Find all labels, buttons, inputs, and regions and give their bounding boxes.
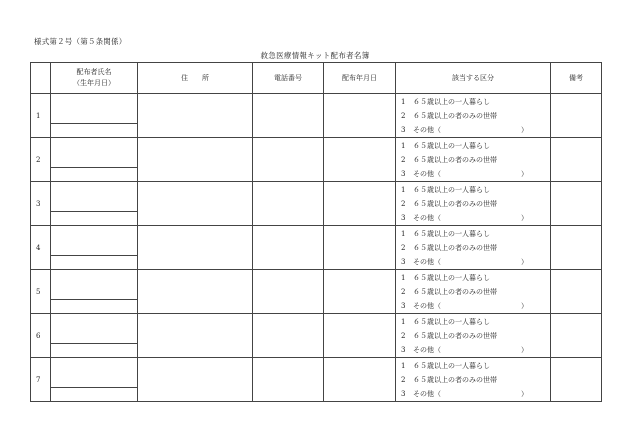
remarks-field[interactable]	[551, 358, 602, 402]
header-name-label: 配布者氏名	[76, 68, 112, 76]
remarks-field[interactable]	[551, 138, 602, 182]
category-option-number: 2	[401, 199, 406, 208]
category-option-text: ６５歳以上の者のみの世帯	[413, 111, 497, 120]
category-option-number: 3	[401, 301, 406, 310]
category-option-number: 1	[401, 229, 406, 238]
category-option-text: その他（	[413, 169, 441, 178]
phone-field[interactable]	[253, 358, 324, 402]
category-option-2[interactable]	[401, 197, 550, 211]
category-option-text: ６５歳以上の一人暮らし	[413, 185, 490, 194]
address-field[interactable]	[138, 138, 253, 182]
remarks-field[interactable]	[551, 226, 602, 270]
category-option-1[interactable]	[401, 183, 550, 197]
birthdate-field[interactable]	[51, 387, 137, 401]
birthdate-field[interactable]	[51, 343, 137, 357]
category-option-number: 3	[401, 169, 406, 178]
name-field[interactable]	[51, 182, 137, 211]
category-option-number: 2	[401, 331, 406, 340]
table-row	[31, 270, 602, 314]
category-option-number: 2	[401, 287, 406, 296]
category-option-close: ）	[521, 345, 528, 354]
category-option-1[interactable]	[401, 359, 550, 373]
address-field[interactable]	[138, 270, 253, 314]
table-row	[31, 94, 602, 138]
category-option-close: ）	[521, 257, 528, 266]
table-row	[31, 314, 602, 358]
header-no	[31, 63, 51, 94]
table-row	[31, 226, 602, 270]
name-cell	[51, 270, 138, 314]
category-option-1[interactable]	[401, 139, 550, 153]
name-cell	[51, 358, 138, 402]
category-option-number: 3	[401, 389, 406, 398]
category-option-number: 3	[401, 257, 406, 266]
phone-field[interactable]	[253, 314, 324, 358]
category-option-number: 1	[401, 185, 406, 194]
category-cell	[396, 226, 551, 270]
header-name-sub-label: （生年月日）	[73, 79, 115, 87]
phone-field[interactable]	[253, 182, 324, 226]
remarks-field[interactable]	[551, 270, 602, 314]
category-option-text: その他（	[413, 213, 441, 222]
category-cell	[396, 358, 551, 402]
name-field[interactable]	[51, 226, 137, 255]
header-name	[51, 63, 138, 94]
category-option-text: ６５歳以上の者のみの世帯	[413, 155, 497, 164]
category-option-number: 3	[401, 125, 406, 134]
category-option-number: 2	[401, 155, 406, 164]
category-option-2[interactable]	[401, 109, 550, 123]
row-number: 7	[31, 358, 51, 402]
category-option-text: ６５歳以上の者のみの世帯	[413, 287, 497, 296]
document-title: 救急医療情報キット配布者名簿	[260, 51, 370, 60]
category-option-text: ６５歳以上の一人暮らし	[413, 229, 490, 238]
category-option-number: 1	[401, 361, 406, 370]
category-option-number: 1	[401, 317, 406, 326]
category-option-text: その他（	[413, 257, 441, 266]
category-option-1[interactable]	[401, 227, 550, 241]
category-option-3[interactable]	[401, 123, 550, 137]
name-field[interactable]	[51, 314, 137, 343]
phone-field[interactable]	[253, 270, 324, 314]
header-address: 住 所	[138, 63, 253, 94]
category-option-number: 3	[401, 213, 406, 222]
category-option-2[interactable]	[401, 373, 550, 387]
category-option-number: 1	[401, 141, 406, 150]
category-option-text: その他（	[413, 125, 441, 134]
phone-field[interactable]	[253, 138, 324, 182]
table-row	[31, 182, 602, 226]
row-number: 3	[31, 182, 51, 226]
category-option-number: 1	[401, 97, 406, 106]
birthdate-field[interactable]	[51, 123, 137, 137]
name-field[interactable]	[51, 270, 137, 299]
category-cell	[396, 270, 551, 314]
category-option-text: ６５歳以上の一人暮らし	[413, 273, 490, 282]
category-cell	[396, 182, 551, 226]
row-number: 6	[31, 314, 51, 358]
name-field[interactable]	[51, 94, 137, 123]
category-option-close: ）	[521, 125, 528, 134]
category-option-number: 2	[401, 375, 406, 384]
name-field[interactable]	[51, 358, 137, 387]
remarks-field[interactable]	[551, 94, 602, 138]
category-option-2[interactable]	[401, 241, 550, 255]
category-option-close: ）	[521, 301, 528, 310]
category-option-close: ）	[521, 389, 528, 398]
name-field[interactable]	[51, 138, 137, 167]
category-option-text: ６５歳以上の者のみの世帯	[413, 243, 497, 252]
row-number: 1	[31, 94, 51, 138]
header-phone: 電話番号	[253, 63, 324, 94]
date-field[interactable]	[324, 226, 396, 270]
category-option-2[interactable]	[401, 329, 550, 343]
category-option-text: ６５歳以上の者のみの世帯	[413, 199, 497, 208]
header-category: 該当する区分	[396, 63, 551, 94]
phone-field[interactable]	[253, 94, 324, 138]
category-option-1[interactable]	[401, 271, 550, 285]
category-option-close: ）	[521, 213, 528, 222]
category-option-text: ６５歳以上の一人暮らし	[413, 141, 490, 150]
category-option-text: その他（	[413, 389, 441, 398]
category-option-1[interactable]	[401, 315, 550, 329]
category-cell	[396, 94, 551, 138]
birthdate-field[interactable]	[51, 299, 137, 313]
category-option-3[interactable]	[401, 211, 550, 225]
category-option-text: ６５歳以上の者のみの世帯	[413, 375, 497, 384]
row-number: 2	[31, 138, 51, 182]
category-option-3[interactable]	[401, 343, 550, 357]
category-option-2[interactable]	[401, 285, 550, 299]
name-cell	[51, 94, 138, 138]
address-field[interactable]	[138, 358, 253, 402]
category-option-number: 2	[401, 243, 406, 252]
date-field[interactable]	[324, 94, 396, 138]
category-option-number: 1	[401, 273, 406, 282]
date-field[interactable]	[324, 182, 396, 226]
category-option-1[interactable]	[401, 95, 550, 109]
category-option-2[interactable]	[401, 153, 550, 167]
category-option-number: 2	[401, 111, 406, 120]
category-option-text: ６５歳以上の一人暮らし	[413, 361, 490, 370]
address-field[interactable]	[138, 94, 253, 138]
birthdate-field[interactable]	[51, 255, 137, 269]
table-row	[31, 138, 602, 182]
name-cell	[51, 314, 138, 358]
name-cell	[51, 182, 138, 226]
remarks-field[interactable]	[551, 314, 602, 358]
address-field[interactable]	[138, 314, 253, 358]
remarks-field[interactable]	[551, 182, 602, 226]
date-field[interactable]	[324, 358, 396, 402]
category-option-text: ６５歳以上の一人暮らし	[413, 97, 490, 106]
category-option-3[interactable]	[401, 299, 550, 313]
distribution-register-table	[30, 62, 602, 402]
form-number: 様式第２号（第５条関係）	[34, 37, 127, 46]
category-option-3[interactable]	[401, 255, 550, 269]
date-field[interactable]	[324, 138, 396, 182]
register-body	[31, 94, 602, 402]
header-date: 配布年月日	[324, 63, 396, 94]
row-number: 5	[31, 270, 51, 314]
date-field[interactable]	[324, 314, 396, 358]
name-cell	[51, 226, 138, 270]
category-option-text: その他（	[413, 345, 441, 354]
header-remarks: 備考	[551, 63, 602, 94]
date-field[interactable]	[324, 270, 396, 314]
category-option-text: その他（	[413, 301, 441, 310]
category-option-number: 3	[401, 345, 406, 354]
address-field[interactable]	[138, 226, 253, 270]
header-row	[31, 63, 602, 94]
category-option-text: ６５歳以上の一人暮らし	[413, 317, 490, 326]
category-option-3[interactable]	[401, 167, 550, 181]
category-option-text: ６５歳以上の者のみの世帯	[413, 331, 497, 340]
birthdate-field[interactable]	[51, 167, 137, 181]
category-option-3[interactable]	[401, 387, 550, 401]
category-option-close: ）	[521, 169, 528, 178]
row-number: 4	[31, 226, 51, 270]
category-cell	[396, 138, 551, 182]
address-field[interactable]	[138, 182, 253, 226]
table-row	[31, 358, 602, 402]
name-cell	[51, 138, 138, 182]
phone-field[interactable]	[253, 226, 324, 270]
birthdate-field[interactable]	[51, 211, 137, 225]
category-cell	[396, 314, 551, 358]
